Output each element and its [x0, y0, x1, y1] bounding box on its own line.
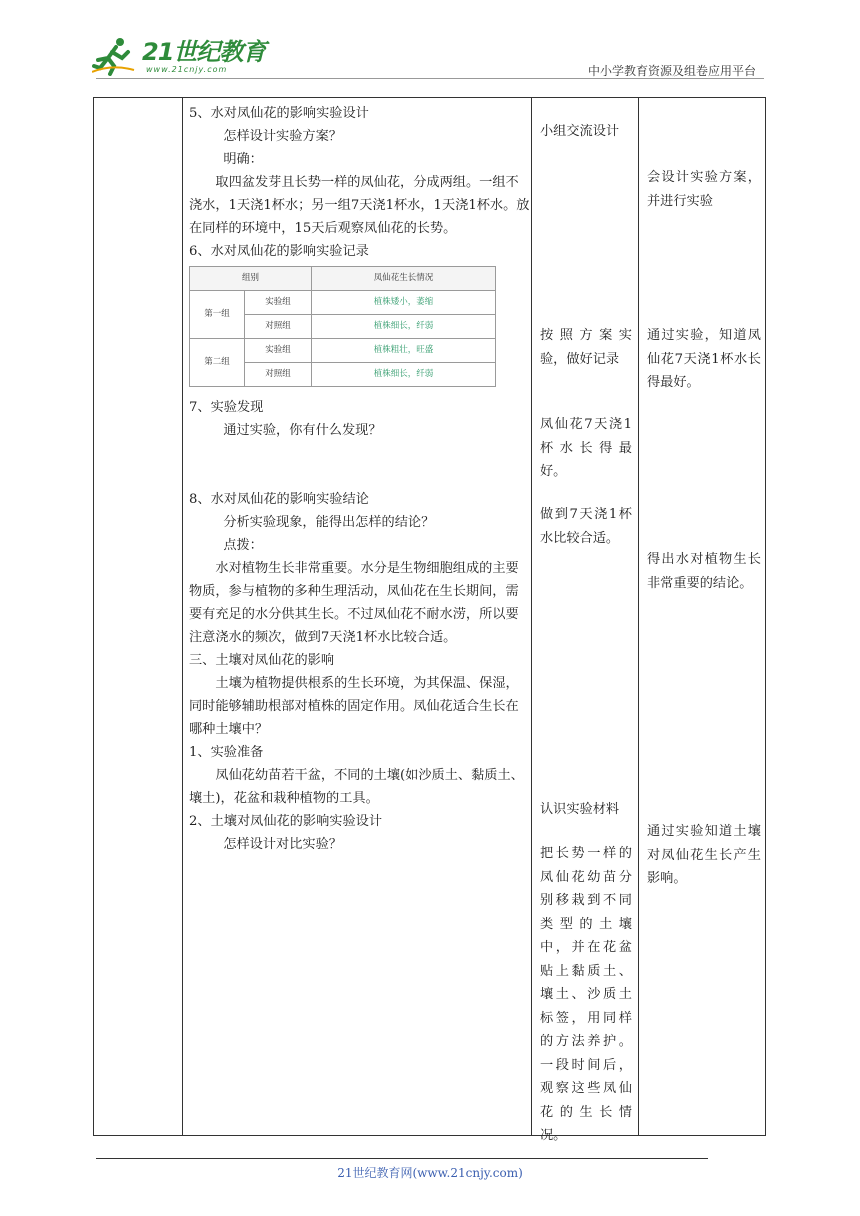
section-heading: 三、土壤对凤仙花的影响 [189, 653, 335, 668]
brand-url: www.21cnjy.com [146, 65, 228, 74]
header-divider [96, 78, 764, 79]
growth-result: 植株细长，纤弱 [312, 363, 496, 387]
question-text: 怎样设计实验方案？ [223, 129, 342, 144]
footer-divider [96, 1158, 708, 1159]
column-divider [531, 98, 532, 1135]
design-intent: 得出水对植物生长非常重要的结论。 [647, 552, 761, 591]
group-label: 第二组 [190, 339, 245, 387]
hint-label: 点拨： [223, 538, 263, 553]
table-row [190, 339, 496, 363]
spacer [189, 442, 531, 488]
group-type: 对照组 [245, 363, 312, 387]
section-heading: 8、水对凤仙花的影响实验结论 [189, 492, 369, 507]
table-header: 组别 [190, 267, 312, 291]
section-heading: 6、水对凤仙花的影响实验记录 [189, 244, 369, 259]
student-activity: 认识实验材料 [540, 802, 620, 817]
section-heading: 2、土壤对凤仙花的影响实验设计 [189, 814, 383, 829]
paragraph: 水对植物生长非常重要。水分是生物细胞组成的主要物质，参与植物的多种生理活动，凤仙花在生长期间，需要有充足的水分供其生长。不过凤仙花不耐水涝，所以要注意浇水的频次，做到7天浇1杯水比较合适。 [189, 561, 519, 645]
question-text: 怎样设计对比实验？ [223, 837, 342, 852]
design-intent: 通过实验，知道凤仙花7天浇1杯水长得最好。 [647, 328, 761, 390]
student-activity: 凤仙花7天浇1杯水长得最好。 [540, 417, 632, 479]
paragraph: 取四盆发芽且长势一样的凤仙花，分成两组。一组不浇水，1天浇1杯水；另一组7天浇1杯水，1天浇1杯水。放在同样的环境中，15天后观察凤仙花的长势。 [189, 175, 530, 236]
column-divider [638, 98, 639, 1135]
question-text: 分析实验现象，能得出怎样的结论？ [223, 515, 435, 530]
section-heading: 1、实验准备 [189, 745, 264, 760]
paragraph: 土壤为植物提供根系的生长环境，为其保温、保湿，同时能够辅助根部对植株的固定作用。凤仙花适合生长在哪种土壤中？ [189, 676, 519, 737]
section-heading: 7、实验发现 [189, 400, 264, 415]
experiment-record-table [189, 266, 496, 387]
section-heading: 5、水对凤仙花的影响实验设计 [189, 106, 369, 121]
group-type: 实验组 [245, 291, 312, 315]
brand-name: 21世纪教育 [142, 38, 266, 66]
group-label: 第一组 [190, 291, 245, 339]
growth-result: 植株细长，纤弱 [312, 315, 496, 339]
footer-link[interactable]: 21世纪教育网(www.21cnjy.com) [337, 1166, 523, 1180]
growth-result: 植株矮小，萎缩 [312, 291, 496, 315]
site-logo[interactable] [92, 32, 272, 80]
group-type: 实验组 [245, 339, 312, 363]
growth-result: 植株粗壮，旺盛 [312, 339, 496, 363]
student-activity: 小组交流设计 [540, 124, 620, 139]
question-text: 通过实验，你有什么发现？ [223, 423, 382, 438]
group-type: 对照组 [245, 315, 312, 339]
lesson-table [93, 97, 766, 1143]
runner-logo-icon [92, 36, 136, 76]
column-divider [182, 98, 183, 1135]
student-activity: 按照方案实验，做好记录 [540, 328, 632, 367]
table-row [190, 291, 496, 315]
student-activity: 做到7天浇1杯水比较合适。 [540, 507, 632, 546]
paragraph: 凤仙花幼苗若干盆，不同的土壤(如沙质土、黏质土、壤土)，花盆和栽种植物的工具。 [189, 768, 524, 806]
page-header [0, 0, 860, 80]
table-header: 凤仙花生长情况 [312, 267, 496, 291]
clarify-label: 明确： [223, 152, 263, 167]
student-activity: 把长势一样的凤仙花幼苗分别移栽到不同类型的土壤中，并在花盆贴上黏质土、壤土、沙质土标签，用同样的方法养护。一段时间后，观察这些凤仙花的生长情况。 [540, 846, 632, 1143]
teaching-process-column [189, 102, 531, 856]
design-intent: 会设计实验方案，并进行实验 [647, 170, 761, 209]
design-intent: 通过实验知道土壤对凤仙花生长产生影响。 [647, 824, 761, 886]
platform-title: 中小学教育资源及组卷应用平台 [587, 64, 756, 78]
